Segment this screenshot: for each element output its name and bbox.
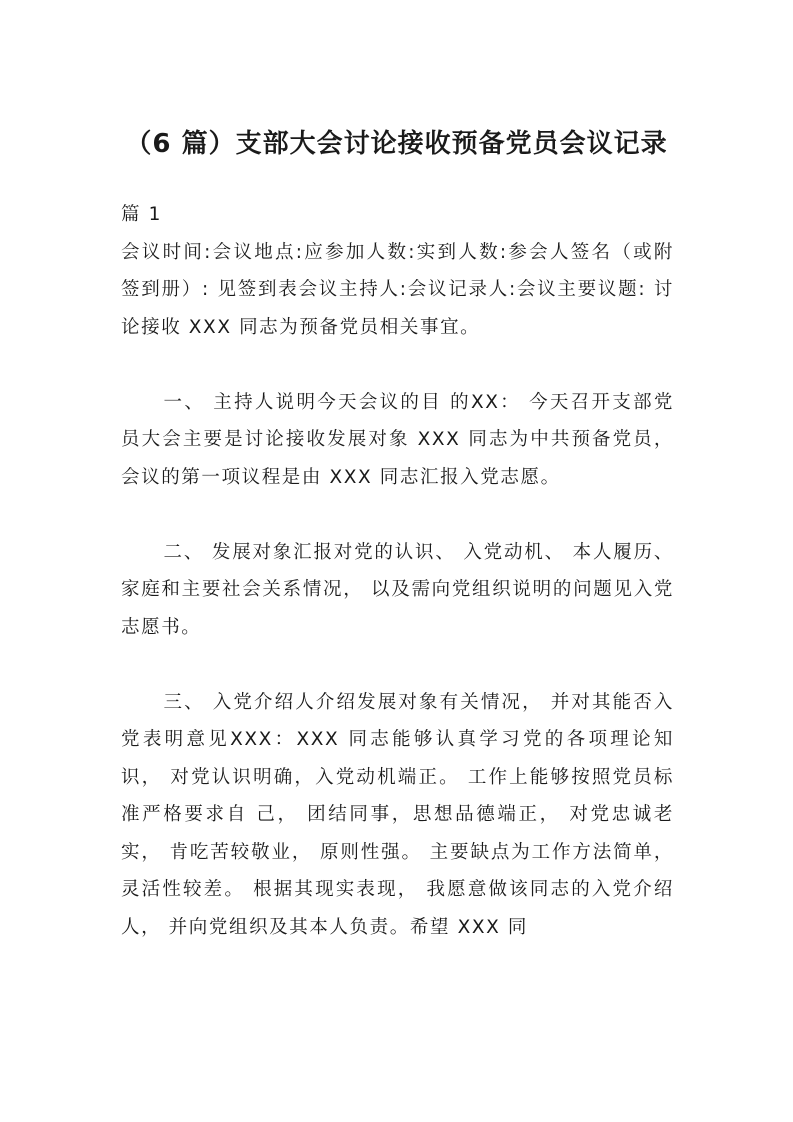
document-body — [121, 196, 674, 946]
paragraph-host-statement: 一、 主持人说明今天会议的目 的XX： 今天召开支部党员大会主要是讨论接收发展对象 XXX 同志为中共预备党员， 会议的第一项议程是由 XXX 同志汇报入党志愿。 — [121, 391, 674, 488]
paragraph-spacer — [121, 346, 674, 384]
paragraph-candidate-report: 二、 发展对象汇报对党的认识、 入党动机、 本人履历、 家庭和主要社会关系情况， 以及需向党组织说明的问题见入党志愿书。 — [121, 541, 674, 638]
meeting-info-paragraph: 会议时间:会议地点:应参加人数:实到人数:参会人签名（或附签到册）: 见签到表会议主持人:会议记录人:会议主要议题: 讨论接收 XXX 同志为预备党员相关事宜。 — [121, 241, 674, 338]
paragraph-introducer-statement: 三、 入党介绍人介绍发展对象有关情况， 并对其能否入党表明意见XXX：XXX 同志能够认真学习党的各项理论知识， 对党认识明确，入党动机端正。 工作上能够按照党员标准严格要求自 己， 团结同事，思想品德端正， 对党忠诚老实， 肯吃苦较敬业， 原则性强。 主要缺点为工作方法简单， 灵活性较差。 根据其现实表现， 我愿意做该同志的入党介绍人， 并向党组织及其本人负责。希望 XXX 同 — [121, 691, 674, 938]
paragraph-spacer — [121, 496, 674, 534]
document-title: （6 篇）支部大会讨论接收预备党员会议记录 — [125, 129, 668, 159]
section-label: 篇 1 — [121, 204, 162, 225]
paragraph-spacer — [121, 646, 674, 684]
